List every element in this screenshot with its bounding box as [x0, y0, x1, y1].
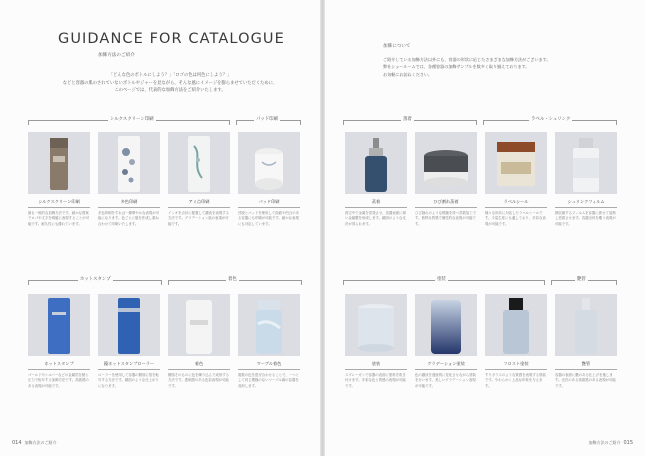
card-shrink-film: [555, 132, 617, 239]
footer-label: 加飾方法のご紹介: [24, 440, 57, 445]
bottle-image: [555, 294, 617, 356]
card-mirror-hotstamp-roller: [98, 294, 160, 401]
bottle-image: [485, 132, 547, 194]
card-name: 蒸着: [371, 199, 381, 204]
card-name: 塗装: [371, 361, 381, 366]
section-label: 蒸着: [403, 117, 412, 122]
card-pad: [238, 132, 300, 239]
section-label: 塗装: [437, 277, 446, 282]
bottle-image: [168, 294, 230, 356]
card-name: マーブル着色: [256, 361, 282, 366]
section-pad: [236, 116, 301, 126]
bottle-image: [485, 294, 547, 356]
bottle-image: [238, 132, 300, 194]
card-silkscreen: [28, 132, 90, 239]
card-halftone: [168, 132, 230, 239]
card-paint: [345, 294, 407, 401]
card-description: 最も一般的な加飾方法です。細かな図案でロゴや文字を明確に表現することが可能です。耐久性にも優れています。: [28, 211, 90, 226]
card-description: スプレーガンで容器の表面に塗料を吹き付けます。多彩な色と質感の表現が可能です。: [345, 373, 406, 388]
page-number: 014: [12, 440, 22, 446]
bottle-image: [98, 294, 160, 356]
card-name: 多色印刷: [120, 199, 138, 204]
bottle-image: [345, 132, 407, 194]
bottle-image: [415, 132, 477, 194]
card-description: 様々な形状に対応したラベルシールです。少量生産にも適しており、多彩な表現が可能です。: [485, 211, 546, 226]
about-line: お気軽にお訪ねください。: [383, 71, 433, 77]
section-label: ラベル・シュリンク: [531, 117, 571, 122]
card-name: パッド印刷: [258, 199, 280, 204]
card-name: 鏡ホットスタンプローラー: [103, 361, 155, 366]
section-label: 着色: [228, 277, 237, 282]
section-label-shrink: [483, 116, 617, 126]
card-description: 複数の色を混ぜ合わせることで、一つとして同じ模様のないマーブル調の容器を成形します。: [238, 373, 299, 388]
bottle-image: [28, 294, 90, 356]
card-name: グラデーション塗装: [427, 361, 465, 366]
intro-line: などと容器の肌のされていないボトルやジャーを見ながら、そんな風にイメージを膨らませていただくために、: [62, 80, 278, 86]
card-coating: [345, 132, 407, 239]
card-gloss-tube: [555, 294, 617, 401]
card-multicolor: [98, 132, 160, 239]
card-description: ローラーを使用して容器の側面に箔を転写する方法です。鏡面のような仕上がりになります。: [98, 373, 160, 388]
intro-line: 「どんな色のボトルにしよう？」「ロゴの色は何色にしよう？」: [108, 73, 232, 78]
card-gradation-paint: [415, 294, 477, 401]
about-text: [383, 56, 583, 78]
section-label: 艶管: [577, 277, 586, 282]
card-name: シュリンクフィルム: [567, 199, 605, 204]
section-silkscreen: [28, 116, 230, 126]
intro-line: このページでは、代表的な加飾方法をご紹介いたします。: [114, 88, 226, 94]
about-line: ご紹介している加飾方法以外にも、容器の形状に応じたさまざまな加飾方法がございます。: [383, 57, 551, 62]
page-number: 015: [623, 440, 633, 446]
section-label: ホットスタンプ: [80, 277, 111, 282]
bottle-image: [345, 294, 407, 356]
card-description: 熱収縮するフィルムを容器に被せて加熱し密着させます。容器全体を覆う表現が可能です。: [555, 211, 616, 226]
bottle-image: [28, 132, 90, 194]
bottle-image: [168, 132, 230, 194]
card-name: 着色: [194, 361, 204, 366]
section-coating: [343, 116, 477, 126]
card-description: インキを点状に配置して濃淡を表現する方法です。グラデーション風の表現が可能です。: [168, 211, 230, 226]
card-name: シルクスクリーン印刷: [38, 199, 80, 204]
card-name: アミ点印刷: [188, 199, 210, 204]
card-frost-paint: [485, 294, 547, 401]
section-tint: [168, 276, 302, 286]
page-gutter: [320, 0, 325, 456]
card-tint: [168, 294, 230, 401]
page-footer-left: [12, 440, 57, 446]
about-line: 弊社ショールームでは、各種容器の加飾サンプルを数多く取り揃えております。: [383, 64, 530, 70]
page-footer-right: [588, 440, 633, 446]
page-title: GUIDANCE FOR CATALOGUE: [58, 31, 285, 47]
card-description: 多色印刷をすれば一層華やかな表現が可能になります。色ごとに版を作成し重ね合わせて印刷いたします。: [98, 211, 160, 226]
card-crackle-coating: [415, 132, 477, 239]
card-description: 真空中で金属を蒸発させ、容器表面に薄い金属膜を形成します。鏡面のような光沢が得られます。: [345, 211, 406, 226]
bottle-image: [555, 132, 617, 194]
card-label-seal: [485, 132, 547, 239]
section-frost: [551, 276, 617, 286]
section-label: パッド印刷: [256, 117, 278, 122]
intro-text: [60, 72, 280, 95]
section-label: シルクスクリーン印刷: [110, 117, 154, 122]
card-name: 艶管: [581, 361, 591, 366]
card-description: 色の濃淡を連続的に変化させながら塗装を行います。美しいグラデーション表現が可能です。: [415, 373, 477, 388]
card-name: フロスト塗装: [503, 361, 529, 366]
bottle-image: [238, 294, 300, 356]
about-title: 加飾について: [383, 44, 411, 49]
section-paint: [343, 276, 545, 286]
card-name: ホットスタンプ: [44, 361, 74, 366]
card-description: すりガラスのような質感を表現する塗装です。やわらかく上品な印象を与えます。: [485, 373, 546, 388]
page-subtitle: 加飾方法のご紹介: [98, 53, 135, 58]
footer-label: 加飾方法のご紹介: [588, 440, 621, 445]
card-name: ラベルシール: [503, 199, 529, 204]
section-hotstamp: [28, 276, 162, 286]
card-description: 樹脂そのものに色を練り込んで成形する方法です。透明感のある色彩表現が可能です。: [168, 373, 230, 388]
card-marble-tint: [238, 294, 300, 401]
card-description: ゴールドやシルバーなどの金属箔を熱と圧力で転写する加飾方法です。高級感のある表現が可能です。: [28, 373, 89, 388]
bottle-image: [98, 132, 160, 194]
card-description: ひび割れのような模様を持つ蒸着加工です。独特な質感で個性的な表現が可能です。: [415, 211, 477, 226]
card-hotstamp: [28, 294, 90, 401]
card-description: 容器の表面に艶のある仕上げを施します。光沢のある高級感のある表現が可能です。: [555, 373, 616, 388]
bottle-image: [415, 294, 477, 356]
card-name: ひび割れ蒸着: [433, 199, 459, 204]
card-description: 凹版とパッドを使用して曲面や凹凸のある容器にも印刷が可能です。細かな表現にも対応しています。: [238, 211, 300, 226]
